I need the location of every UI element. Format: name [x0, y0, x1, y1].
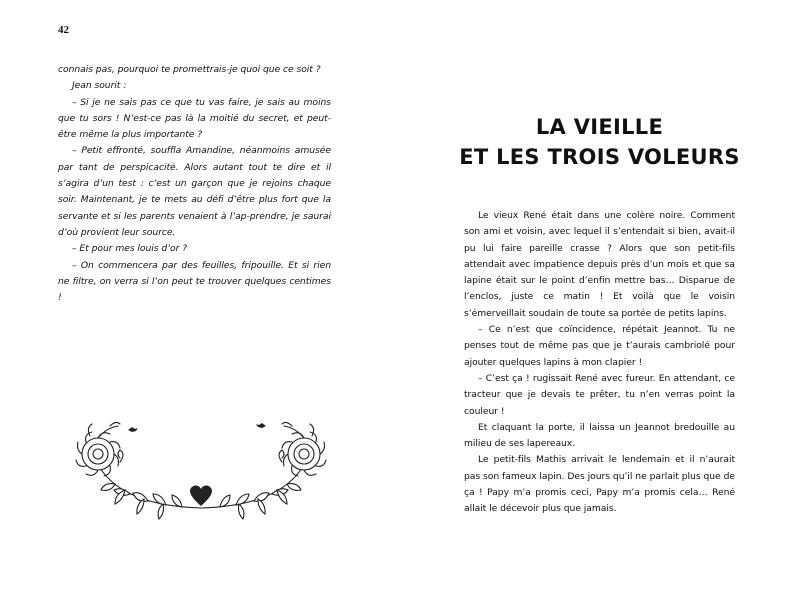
paragraph: Et claquant la porte, il laissa un Jeannot bredouille au milieu de ses lapereaux. — [464, 421, 735, 450]
paragraph: connais pas, pourquoi te promettrais-je quoi que ce soit ? — [58, 64, 321, 75]
right-body-text — [464, 208, 735, 518]
left-body-text — [58, 62, 331, 306]
paragraph: Jean sourit : — [72, 80, 127, 92]
chapter-title — [437, 112, 762, 172]
paragraph: – Petit effronté, souffla Amandine, néanmoins amusée par tant de perspicacité. Alors autant tout te dire et il s’agira d’un test : c’est un garçon que je rejoins chaque soir. Maintenant, je te mets au défi d’être plus fort que la servante et si les parents venaient à l’ap-prendre, je saurai d’où provient leur source. — [58, 145, 331, 238]
chapter-title-line: LA VIEILLE — [535, 115, 664, 139]
floral-heart-ornament-icon — [70, 416, 332, 524]
paragraph: – Et pour mes louis d’or ? — [72, 243, 188, 255]
paragraph: – C’est ça ! rugissait René avec fureur. En attendant, ce tracteur que je devais te prêter, tu n’en verras point la couleur ! — [464, 372, 735, 417]
paragraph: – Ce n’est que coïncidence, répétait Jeannot. Tu ne penses tout de même pas que je t’aurais cambriolé pour ajouter quelques lapins à mon clapier ! — [464, 324, 735, 368]
paragraph: Le petit-fils Mathis arrivait le lendemain et il n’aurait pas son fameux lapin. Des jours qu’il ne parlait plus que de ça ! Papy m’a promis ceci, Papy m’a promis cela… René allait le décevoir plus que jamais. — [464, 454, 735, 515]
chapter-title-line: ET LES TROIS VOLEURS — [459, 145, 740, 169]
page-number: 42 — [58, 24, 69, 36]
right-page — [397, 0, 794, 595]
paragraph: – On commencera par des feuilles, fripouille. Et si rien ne filtre, on verra si l’on peut te trouver quelques centimes ! — [58, 259, 331, 304]
paragraph: – Si je ne sais pas ce que tu vas faire, je sais au moins que tu sors ! N’est-ce pas là la moitié du secret, et peut-être même la plus importante ? — [58, 96, 331, 141]
paragraph: Le vieux René était dans une colère noire. Comment son ami et voisin, avec lequel il s’entendait si bien, avait-il pu lui faire pareille crasse ? Alors que son petit-fils attendait avec impatience depuis près d’un mois et que sa lapine était sur le point d’enfin mettre bas… Disparue de l’enclos, juste ce matin ! Et voilà que le voisin s’émerveillait soudain de toute sa portée de petits lapins. — [464, 210, 735, 319]
